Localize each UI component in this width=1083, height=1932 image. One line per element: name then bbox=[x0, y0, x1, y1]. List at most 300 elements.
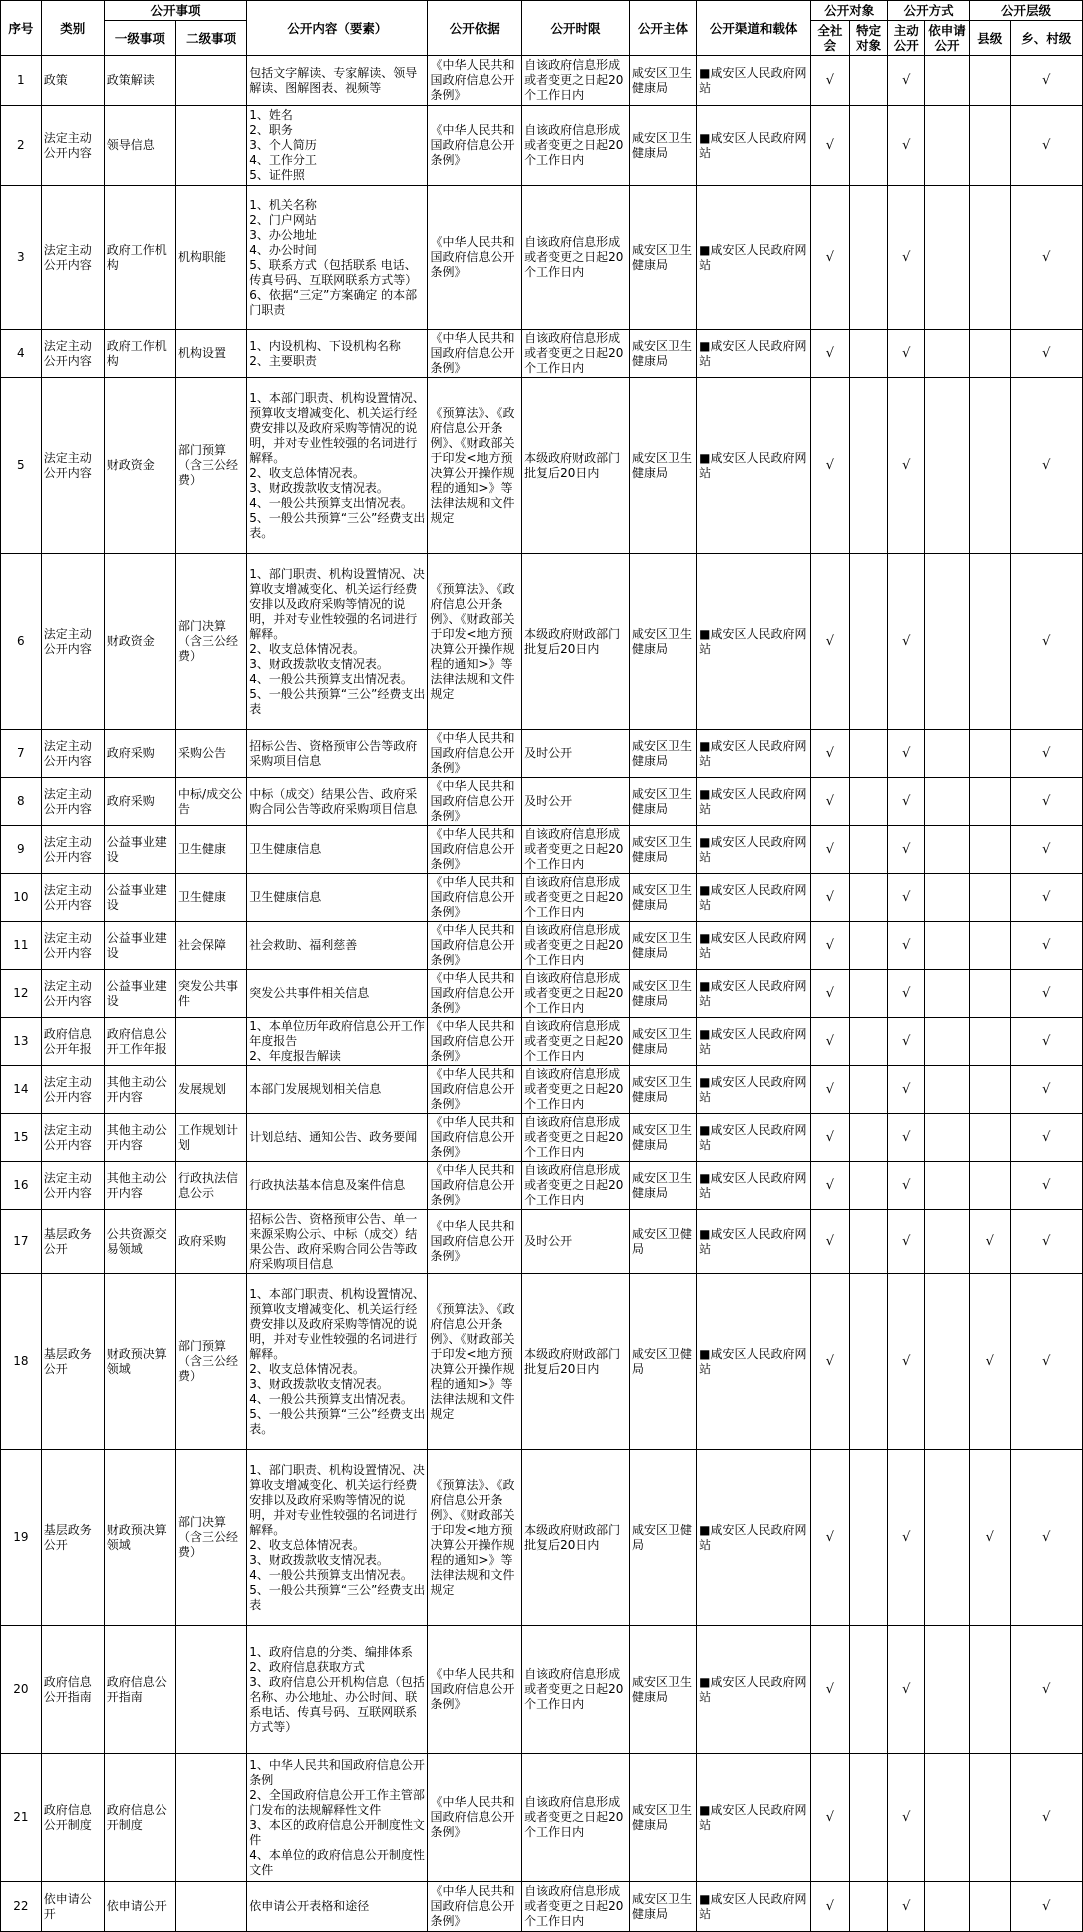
cell-category: 法定主动公开内容 bbox=[41, 1114, 104, 1162]
cell-category: 法定主动公开内容 bbox=[41, 778, 104, 826]
cell-method-active: √ bbox=[888, 1882, 925, 1932]
table-row bbox=[1, 1450, 1083, 1626]
table-row bbox=[1, 730, 1083, 778]
cell-basis: 《中华人民共和国政府信息公开条例》 bbox=[428, 1066, 522, 1114]
cell-level1: 公益事业建设 bbox=[104, 826, 175, 874]
cell-county bbox=[969, 1162, 1010, 1210]
cell-target-specific bbox=[849, 730, 888, 778]
cell-level1: 领导信息 bbox=[104, 106, 175, 186]
cell-target-all: √ bbox=[811, 826, 850, 874]
cell-method-apply bbox=[925, 922, 970, 970]
cell-category: 法定主动公开内容 bbox=[41, 1066, 104, 1114]
cell-basis: 《中华人民共和国政府信息公开条例》 bbox=[428, 778, 522, 826]
cell-content: 1、机关名称 2、门户网站 3、办公地址 4、办公时间 5、联系方式（包括联系 电话、传真号码、互联网联系方式等） 6、依据“三定”方案确定 的本部门职责 bbox=[247, 186, 428, 330]
table-row bbox=[1, 778, 1083, 826]
cell-method-active: √ bbox=[888, 1450, 925, 1626]
cell-subject: 咸安区卫生健康局 bbox=[629, 970, 696, 1018]
cell-channel: ■咸安区人民政府网站 bbox=[697, 330, 811, 378]
cell-town: √ bbox=[1010, 922, 1082, 970]
cell-seq: 4 bbox=[1, 330, 42, 378]
table-row bbox=[1, 826, 1083, 874]
cell-county bbox=[969, 1114, 1010, 1162]
cell-content: 1、内设机构、下设机构名称 2、主要职责 bbox=[247, 330, 428, 378]
cell-county bbox=[969, 106, 1010, 186]
header-basis: 公开依据 bbox=[428, 1, 522, 56]
cell-content: 1、姓名 2、职务 3、个人简历 4、工作分工 5、证件照 bbox=[247, 106, 428, 186]
cell-seq: 14 bbox=[1, 1066, 42, 1114]
cell-level2: 行政执法信息公示 bbox=[176, 1162, 247, 1210]
cell-target-all: √ bbox=[811, 1626, 850, 1754]
cell-method-active: √ bbox=[888, 1626, 925, 1754]
cell-target-specific bbox=[849, 1018, 888, 1066]
cell-category: 基层政务公开 bbox=[41, 1450, 104, 1626]
cell-subject: 咸安区卫健局 bbox=[629, 1450, 696, 1626]
cell-level1: 财政预决算领域 bbox=[104, 1450, 175, 1626]
cell-town: √ bbox=[1010, 1450, 1082, 1626]
cell-method-apply bbox=[925, 874, 970, 922]
cell-basis: 《中华人民共和国政府信息公开条例》 bbox=[428, 874, 522, 922]
cell-level1: 政府信息公开制度 bbox=[104, 1754, 175, 1882]
cell-channel: ■咸安区人民政府网站 bbox=[697, 554, 811, 730]
header-level1: 一级事项 bbox=[104, 21, 175, 56]
cell-method-active: √ bbox=[888, 1018, 925, 1066]
cell-channel: ■咸安区人民政府网站 bbox=[697, 378, 811, 554]
cell-timelimit: 及时公开 bbox=[522, 778, 630, 826]
cell-content: 1、政府信息的分类、编排体系 2、政府信息获取方式 3、政府信息公开机构信息（包括名称、办公地址、办公时间、联系电话、传真号码、互联网联系方式等） bbox=[247, 1626, 428, 1754]
cell-town: √ bbox=[1010, 1114, 1082, 1162]
cell-subject: 咸安区卫生健康局 bbox=[629, 330, 696, 378]
cell-target-all: √ bbox=[811, 554, 850, 730]
cell-method-active: √ bbox=[888, 1754, 925, 1882]
cell-level2: 突发公共事件 bbox=[176, 970, 247, 1018]
cell-content: 本部门发展规划相关信息 bbox=[247, 1066, 428, 1114]
cell-timelimit: 自该政府信息形成或者变更之日起20个工作日内 bbox=[522, 1018, 630, 1066]
cell-content: 招标公告、资格预审公告、单一来源采购公示、中标（成交）结果公告、政府采购合同公告等政府采购项目信息 bbox=[247, 1210, 428, 1274]
cell-method-active: √ bbox=[888, 106, 925, 186]
cell-subject: 咸安区卫生健康局 bbox=[629, 56, 696, 106]
header-method-active: 主动公开 bbox=[888, 21, 925, 56]
cell-timelimit: 自该政府信息形成或者变更之日起20个工作日内 bbox=[522, 970, 630, 1018]
cell-basis: 《中华人民共和国政府信息公开条例》 bbox=[428, 1114, 522, 1162]
table-row bbox=[1, 1626, 1083, 1754]
cell-target-all: √ bbox=[811, 1882, 850, 1932]
cell-target-all: √ bbox=[811, 1450, 850, 1626]
header-target-all: 全社会 bbox=[811, 21, 850, 56]
cell-subject: 咸安区卫生健康局 bbox=[629, 922, 696, 970]
cell-category: 政府信息公开指南 bbox=[41, 1626, 104, 1754]
cell-level1: 其他主动公开内容 bbox=[104, 1162, 175, 1210]
cell-content: 依申请公开表格和途径 bbox=[247, 1882, 428, 1932]
cell-target-specific bbox=[849, 378, 888, 554]
cell-category: 基层政务公开 bbox=[41, 1274, 104, 1450]
cell-level2: 机构设置 bbox=[176, 330, 247, 378]
cell-level2: 社会保障 bbox=[176, 922, 247, 970]
cell-subject: 咸安区卫生健康局 bbox=[629, 874, 696, 922]
header-channel: 公开渠道和载体 bbox=[697, 1, 811, 56]
cell-category: 法定主动公开内容 bbox=[41, 730, 104, 778]
cell-seq: 6 bbox=[1, 554, 42, 730]
table-row bbox=[1, 1754, 1083, 1882]
table-row bbox=[1, 378, 1083, 554]
cell-method-active: √ bbox=[888, 1274, 925, 1450]
cell-timelimit: 自该政府信息形成或者变更之日起20个工作日内 bbox=[522, 186, 630, 330]
cell-channel: ■咸安区人民政府网站 bbox=[697, 1114, 811, 1162]
cell-method-active: √ bbox=[888, 56, 925, 106]
table-row bbox=[1, 106, 1083, 186]
header-seq: 序号 bbox=[1, 1, 42, 56]
cell-content: 招标公告、资格预审公告等政府采购项目信息 bbox=[247, 730, 428, 778]
cell-timelimit: 自该政府信息形成或者变更之日起20个工作日内 bbox=[522, 1626, 630, 1754]
cell-method-apply bbox=[925, 554, 970, 730]
cell-basis: 《中华人民共和国政府信息公开条例》 bbox=[428, 186, 522, 330]
cell-timelimit: 自该政府信息形成或者变更之日起20个工作日内 bbox=[522, 330, 630, 378]
cell-channel: ■咸安区人民政府网站 bbox=[697, 826, 811, 874]
cell-timelimit: 自该政府信息形成或者变更之日起20个工作日内 bbox=[522, 1882, 630, 1932]
cell-county bbox=[969, 1754, 1010, 1882]
cell-basis: 《中华人民共和国政府信息公开条例》 bbox=[428, 1210, 522, 1274]
cell-target-specific bbox=[849, 1066, 888, 1114]
cell-method-active: √ bbox=[888, 1066, 925, 1114]
cell-level1: 公益事业建设 bbox=[104, 970, 175, 1018]
cell-seq: 8 bbox=[1, 778, 42, 826]
cell-target-all: √ bbox=[811, 56, 850, 106]
cell-content: 包括文字解读、专家解读、领导解读、图解图表、视频等 bbox=[247, 56, 428, 106]
cell-timelimit: 自该政府信息形成或者变更之日起20个工作日内 bbox=[522, 922, 630, 970]
cell-subject: 咸安区卫生健康局 bbox=[629, 378, 696, 554]
cell-channel: ■咸安区人民政府网站 bbox=[697, 186, 811, 330]
cell-method-apply bbox=[925, 330, 970, 378]
cell-target-all: √ bbox=[811, 922, 850, 970]
cell-town: √ bbox=[1010, 1274, 1082, 1450]
cell-town: √ bbox=[1010, 1066, 1082, 1114]
cell-timelimit: 自该政府信息形成或者变更之日起20个工作日内 bbox=[522, 826, 630, 874]
cell-target-all: √ bbox=[811, 730, 850, 778]
cell-method-apply bbox=[925, 1754, 970, 1882]
cell-county bbox=[969, 1066, 1010, 1114]
cell-target-all: √ bbox=[811, 1162, 850, 1210]
cell-seq: 17 bbox=[1, 1210, 42, 1274]
cell-seq: 7 bbox=[1, 730, 42, 778]
table-row bbox=[1, 186, 1083, 330]
cell-method-active: √ bbox=[888, 970, 925, 1018]
cell-town: √ bbox=[1010, 330, 1082, 378]
cell-target-all: √ bbox=[811, 778, 850, 826]
cell-target-specific bbox=[849, 1114, 888, 1162]
cell-method-apply bbox=[925, 1018, 970, 1066]
cell-seq: 1 bbox=[1, 56, 42, 106]
cell-channel: ■咸安区人民政府网站 bbox=[697, 970, 811, 1018]
cell-target-all: √ bbox=[811, 186, 850, 330]
cell-seq: 12 bbox=[1, 970, 42, 1018]
cell-timelimit: 自该政府信息形成或者变更之日起20个工作日内 bbox=[522, 1066, 630, 1114]
cell-channel: ■咸安区人民政府网站 bbox=[697, 1018, 811, 1066]
cell-target-all: √ bbox=[811, 1114, 850, 1162]
cell-level1: 公益事业建设 bbox=[104, 874, 175, 922]
cell-level1: 政府采购 bbox=[104, 778, 175, 826]
header-county: 县级 bbox=[969, 21, 1010, 56]
cell-timelimit: 本级政府财政部门批复后20日内 bbox=[522, 378, 630, 554]
cell-subject: 咸安区卫健局 bbox=[629, 1274, 696, 1450]
cell-county: √ bbox=[969, 1274, 1010, 1450]
cell-target-all: √ bbox=[811, 874, 850, 922]
cell-town: √ bbox=[1010, 56, 1082, 106]
cell-subject: 咸安区卫生健康局 bbox=[629, 1754, 696, 1882]
cell-level2 bbox=[176, 106, 247, 186]
cell-channel: ■咸安区人民政府网站 bbox=[697, 1162, 811, 1210]
cell-subject: 咸安区卫生健康局 bbox=[629, 106, 696, 186]
cell-level2: 卫生健康 bbox=[176, 826, 247, 874]
cell-target-specific bbox=[849, 1882, 888, 1932]
cell-target-all: √ bbox=[811, 1754, 850, 1882]
cell-subject: 咸安区卫生健康局 bbox=[629, 1018, 696, 1066]
cell-town: √ bbox=[1010, 1882, 1082, 1932]
cell-town: √ bbox=[1010, 554, 1082, 730]
cell-category: 法定主动公开内容 bbox=[41, 922, 104, 970]
cell-level1: 公共资源交易领域 bbox=[104, 1210, 175, 1274]
cell-target-all: √ bbox=[811, 1066, 850, 1114]
cell-level1: 其他主动公开内容 bbox=[104, 1066, 175, 1114]
cell-town: √ bbox=[1010, 1754, 1082, 1882]
cell-target-all: √ bbox=[811, 106, 850, 186]
table-row bbox=[1, 1114, 1083, 1162]
cell-category: 法定主动公开内容 bbox=[41, 874, 104, 922]
cell-method-active: √ bbox=[888, 730, 925, 778]
table-header bbox=[1, 1, 1083, 56]
cell-target-all: √ bbox=[811, 1210, 850, 1274]
cell-level2: 卫生健康 bbox=[176, 874, 247, 922]
cell-target-specific bbox=[849, 826, 888, 874]
cell-channel: ■咸安区人民政府网站 bbox=[697, 1274, 811, 1450]
cell-category: 法定主动公开内容 bbox=[41, 554, 104, 730]
cell-county bbox=[969, 186, 1010, 330]
header-level2: 二级事项 bbox=[176, 21, 247, 56]
cell-target-specific bbox=[849, 554, 888, 730]
cell-channel: ■咸安区人民政府网站 bbox=[697, 56, 811, 106]
cell-method-apply bbox=[925, 970, 970, 1018]
header-method: 公开方式 bbox=[888, 1, 969, 21]
cell-target-specific bbox=[849, 56, 888, 106]
cell-timelimit: 自该政府信息形成或者变更之日起20个工作日内 bbox=[522, 874, 630, 922]
cell-channel: ■咸安区人民政府网站 bbox=[697, 922, 811, 970]
cell-level2: 部门预算（含三公经费） bbox=[176, 1274, 247, 1450]
cell-county bbox=[969, 826, 1010, 874]
cell-subject: 咸安区卫生健康局 bbox=[629, 730, 696, 778]
cell-county bbox=[969, 874, 1010, 922]
cell-subject: 咸安区卫生健康局 bbox=[629, 186, 696, 330]
header-target: 公开对象 bbox=[811, 1, 888, 21]
cell-town: √ bbox=[1010, 730, 1082, 778]
cell-channel: ■咸安区人民政府网站 bbox=[697, 106, 811, 186]
cell-level1: 依申请公开 bbox=[104, 1882, 175, 1932]
cell-seq: 16 bbox=[1, 1162, 42, 1210]
cell-content: 计划总结、通知公告、政务要闻 bbox=[247, 1114, 428, 1162]
table-row bbox=[1, 330, 1083, 378]
cell-category: 政策 bbox=[41, 56, 104, 106]
cell-category: 基层政务公开 bbox=[41, 1210, 104, 1274]
cell-target-all: √ bbox=[811, 970, 850, 1018]
cell-basis: 《中华人民共和国政府信息公开条例》 bbox=[428, 970, 522, 1018]
cell-county: √ bbox=[969, 1210, 1010, 1274]
cell-level2 bbox=[176, 1882, 247, 1932]
table-row bbox=[1, 874, 1083, 922]
cell-county bbox=[969, 970, 1010, 1018]
cell-method-active: √ bbox=[888, 778, 925, 826]
cell-channel: ■咸安区人民政府网站 bbox=[697, 1210, 811, 1274]
cell-method-apply bbox=[925, 1066, 970, 1114]
cell-county bbox=[969, 1882, 1010, 1932]
cell-seq: 3 bbox=[1, 186, 42, 330]
cell-basis: 《预算法》、《政府信息公开条例》、《财政部关于印发<地方预决算公开操作规程的通知>》等法律法规和文件规定 bbox=[428, 378, 522, 554]
cell-timelimit: 自该政府信息形成或者变更之日起20个工作日内 bbox=[522, 1114, 630, 1162]
cell-channel: ■咸安区人民政府网站 bbox=[697, 730, 811, 778]
cell-channel: ■咸安区人民政府网站 bbox=[697, 1754, 811, 1882]
cell-basis: 《预算法》、《政府信息公开条例》、《财政部关于印发<地方预决算公开操作规程的通知>》等法律法规和文件规定 bbox=[428, 1450, 522, 1626]
header-town: 乡、村级 bbox=[1010, 21, 1082, 56]
cell-level1: 政府工作机构 bbox=[104, 186, 175, 330]
header-matters: 公开事项 bbox=[104, 1, 246, 21]
cell-seq: 18 bbox=[1, 1274, 42, 1450]
cell-content: 1、中华人民共和国政府信息公开条例 2、全国政府信息公开工作主管部门发布的法规解释性文件 3、本区的政府信息公开制度性文件 4、本单位的政府信息公开制度性文件 bbox=[247, 1754, 428, 1882]
cell-target-specific bbox=[849, 330, 888, 378]
cell-town: √ bbox=[1010, 1162, 1082, 1210]
cell-content: 1、部门职责、机构设置情况、决算收支增减变化、机关运行经费安排以及政府采购等情况的说明，并对专业性较强的名词进行解释。 2、收支总体情况表。 3、财政拨款收支情况表。 4、一般公共预算支出情况表。 5、一般公共预算“三公”经费支出表 bbox=[247, 554, 428, 730]
cell-target-specific bbox=[849, 970, 888, 1018]
cell-level2: 机构职能 bbox=[176, 186, 247, 330]
cell-level1: 政策解读 bbox=[104, 56, 175, 106]
cell-level1: 财政资金 bbox=[104, 378, 175, 554]
cell-content: 卫生健康信息 bbox=[247, 826, 428, 874]
cell-target-all: √ bbox=[811, 330, 850, 378]
cell-method-apply bbox=[925, 1162, 970, 1210]
cell-method-apply bbox=[925, 1210, 970, 1274]
cell-method-apply bbox=[925, 56, 970, 106]
cell-method-apply bbox=[925, 1114, 970, 1162]
cell-channel: ■咸安区人民政府网站 bbox=[697, 874, 811, 922]
cell-level2: 发展规划 bbox=[176, 1066, 247, 1114]
cell-town: √ bbox=[1010, 106, 1082, 186]
cell-county bbox=[969, 778, 1010, 826]
cell-method-active: √ bbox=[888, 1210, 925, 1274]
cell-timelimit: 及时公开 bbox=[522, 1210, 630, 1274]
cell-timelimit: 本级政府财政部门批复后20日内 bbox=[522, 1274, 630, 1450]
cell-method-active: √ bbox=[888, 1162, 925, 1210]
cell-basis: 《中华人民共和国政府信息公开条例》 bbox=[428, 826, 522, 874]
cell-basis: 《中华人民共和国政府信息公开条例》 bbox=[428, 1882, 522, 1932]
table-row bbox=[1, 922, 1083, 970]
cell-seq: 19 bbox=[1, 1450, 42, 1626]
cell-method-active: √ bbox=[888, 874, 925, 922]
cell-level2: 工作规划计划 bbox=[176, 1114, 247, 1162]
cell-town: √ bbox=[1010, 970, 1082, 1018]
cell-target-specific bbox=[849, 778, 888, 826]
cell-level1: 公益事业建设 bbox=[104, 922, 175, 970]
cell-subject: 咸安区卫生健康局 bbox=[629, 1626, 696, 1754]
cell-target-specific bbox=[849, 1210, 888, 1274]
cell-level1: 政府信息公开指南 bbox=[104, 1626, 175, 1754]
cell-county bbox=[969, 378, 1010, 554]
cell-method-apply bbox=[925, 1450, 970, 1626]
cell-county: √ bbox=[969, 1450, 1010, 1626]
cell-subject: 咸安区卫生健康局 bbox=[629, 1114, 696, 1162]
cell-county bbox=[969, 1626, 1010, 1754]
cell-target-all: √ bbox=[811, 1018, 850, 1066]
cell-timelimit: 及时公开 bbox=[522, 730, 630, 778]
header-method-apply: 依申请公开 bbox=[925, 21, 970, 56]
cell-subject: 咸安区卫生健康局 bbox=[629, 1162, 696, 1210]
cell-town: √ bbox=[1010, 826, 1082, 874]
cell-target-specific bbox=[849, 1162, 888, 1210]
cell-method-apply bbox=[925, 1882, 970, 1932]
cell-seq: 15 bbox=[1, 1114, 42, 1162]
cell-town: √ bbox=[1010, 1018, 1082, 1066]
header-timelimit: 公开时限 bbox=[522, 1, 630, 56]
cell-subject: 咸安区卫生健康局 bbox=[629, 1066, 696, 1114]
cell-content: 行政执法基本信息及案件信息 bbox=[247, 1162, 428, 1210]
table-row bbox=[1, 1882, 1083, 1932]
header-content: 公开内容（要素） bbox=[247, 1, 428, 56]
cell-method-active: √ bbox=[888, 378, 925, 554]
cell-content: 中标（成交）结果公告、政府采购合同公告等政府采购项目信息 bbox=[247, 778, 428, 826]
cell-method-active: √ bbox=[888, 330, 925, 378]
cell-category: 法定主动公开内容 bbox=[41, 106, 104, 186]
cell-level2: 部门预算（含三公经费） bbox=[176, 378, 247, 554]
header-target-specific: 特定对象 bbox=[849, 21, 888, 56]
table-row bbox=[1, 554, 1083, 730]
cell-channel: ■咸安区人民政府网站 bbox=[697, 1882, 811, 1932]
cell-method-apply bbox=[925, 106, 970, 186]
cell-content: 卫生健康信息 bbox=[247, 874, 428, 922]
cell-town: √ bbox=[1010, 778, 1082, 826]
cell-seq: 21 bbox=[1, 1754, 42, 1882]
cell-category: 依申请公开 bbox=[41, 1882, 104, 1932]
cell-basis: 《中华人民共和国政府信息公开条例》 bbox=[428, 730, 522, 778]
table-row bbox=[1, 1018, 1083, 1066]
cell-seq: 13 bbox=[1, 1018, 42, 1066]
cell-timelimit: 本级政府财政部门批复后20日内 bbox=[522, 554, 630, 730]
cell-method-active: √ bbox=[888, 186, 925, 330]
cell-method-active: √ bbox=[888, 554, 925, 730]
cell-level2 bbox=[176, 1018, 247, 1066]
cell-seq: 20 bbox=[1, 1626, 42, 1754]
cell-method-apply bbox=[925, 778, 970, 826]
cell-seq: 2 bbox=[1, 106, 42, 186]
cell-content: 社会救助、福利慈善 bbox=[247, 922, 428, 970]
cell-seq: 22 bbox=[1, 1882, 42, 1932]
cell-county bbox=[969, 554, 1010, 730]
header-subject: 公开主体 bbox=[629, 1, 696, 56]
cell-seq: 9 bbox=[1, 826, 42, 874]
cell-level2 bbox=[176, 56, 247, 106]
header-hierarchy: 公开层级 bbox=[969, 1, 1082, 21]
cell-town: √ bbox=[1010, 1626, 1082, 1754]
cell-category: 法定主动公开内容 bbox=[41, 1162, 104, 1210]
cell-level1: 其他主动公开内容 bbox=[104, 1114, 175, 1162]
cell-basis: 《中华人民共和国政府信息公开条例》 bbox=[428, 56, 522, 106]
cell-target-specific bbox=[849, 874, 888, 922]
cell-level1: 政府信息公开工作年报 bbox=[104, 1018, 175, 1066]
cell-target-all: √ bbox=[811, 1274, 850, 1450]
cell-content: 1、本单位历年政府信息公开工作年度报告 2、年度报告解读 bbox=[247, 1018, 428, 1066]
cell-basis: 《中华人民共和国政府信息公开条例》 bbox=[428, 1754, 522, 1882]
cell-town: √ bbox=[1010, 186, 1082, 330]
cell-channel: ■咸安区人民政府网站 bbox=[697, 1450, 811, 1626]
cell-county bbox=[969, 922, 1010, 970]
cell-target-specific bbox=[849, 186, 888, 330]
cell-timelimit: 自该政府信息形成或者变更之日起20个工作日内 bbox=[522, 106, 630, 186]
cell-method-apply bbox=[925, 1626, 970, 1754]
cell-content: 1、本部门职责、机构设置情况、预算收支增减变化、机关运行经费安排以及政府采购等情况的说明，并对专业性较强的名词进行解释。 2、收支总体情况表。 3、财政拨款收支情况表。 4、一般公共预算支出情况表。 5、一般公共预算“三公”经费支出表。 bbox=[247, 378, 428, 554]
cell-target-specific bbox=[849, 106, 888, 186]
